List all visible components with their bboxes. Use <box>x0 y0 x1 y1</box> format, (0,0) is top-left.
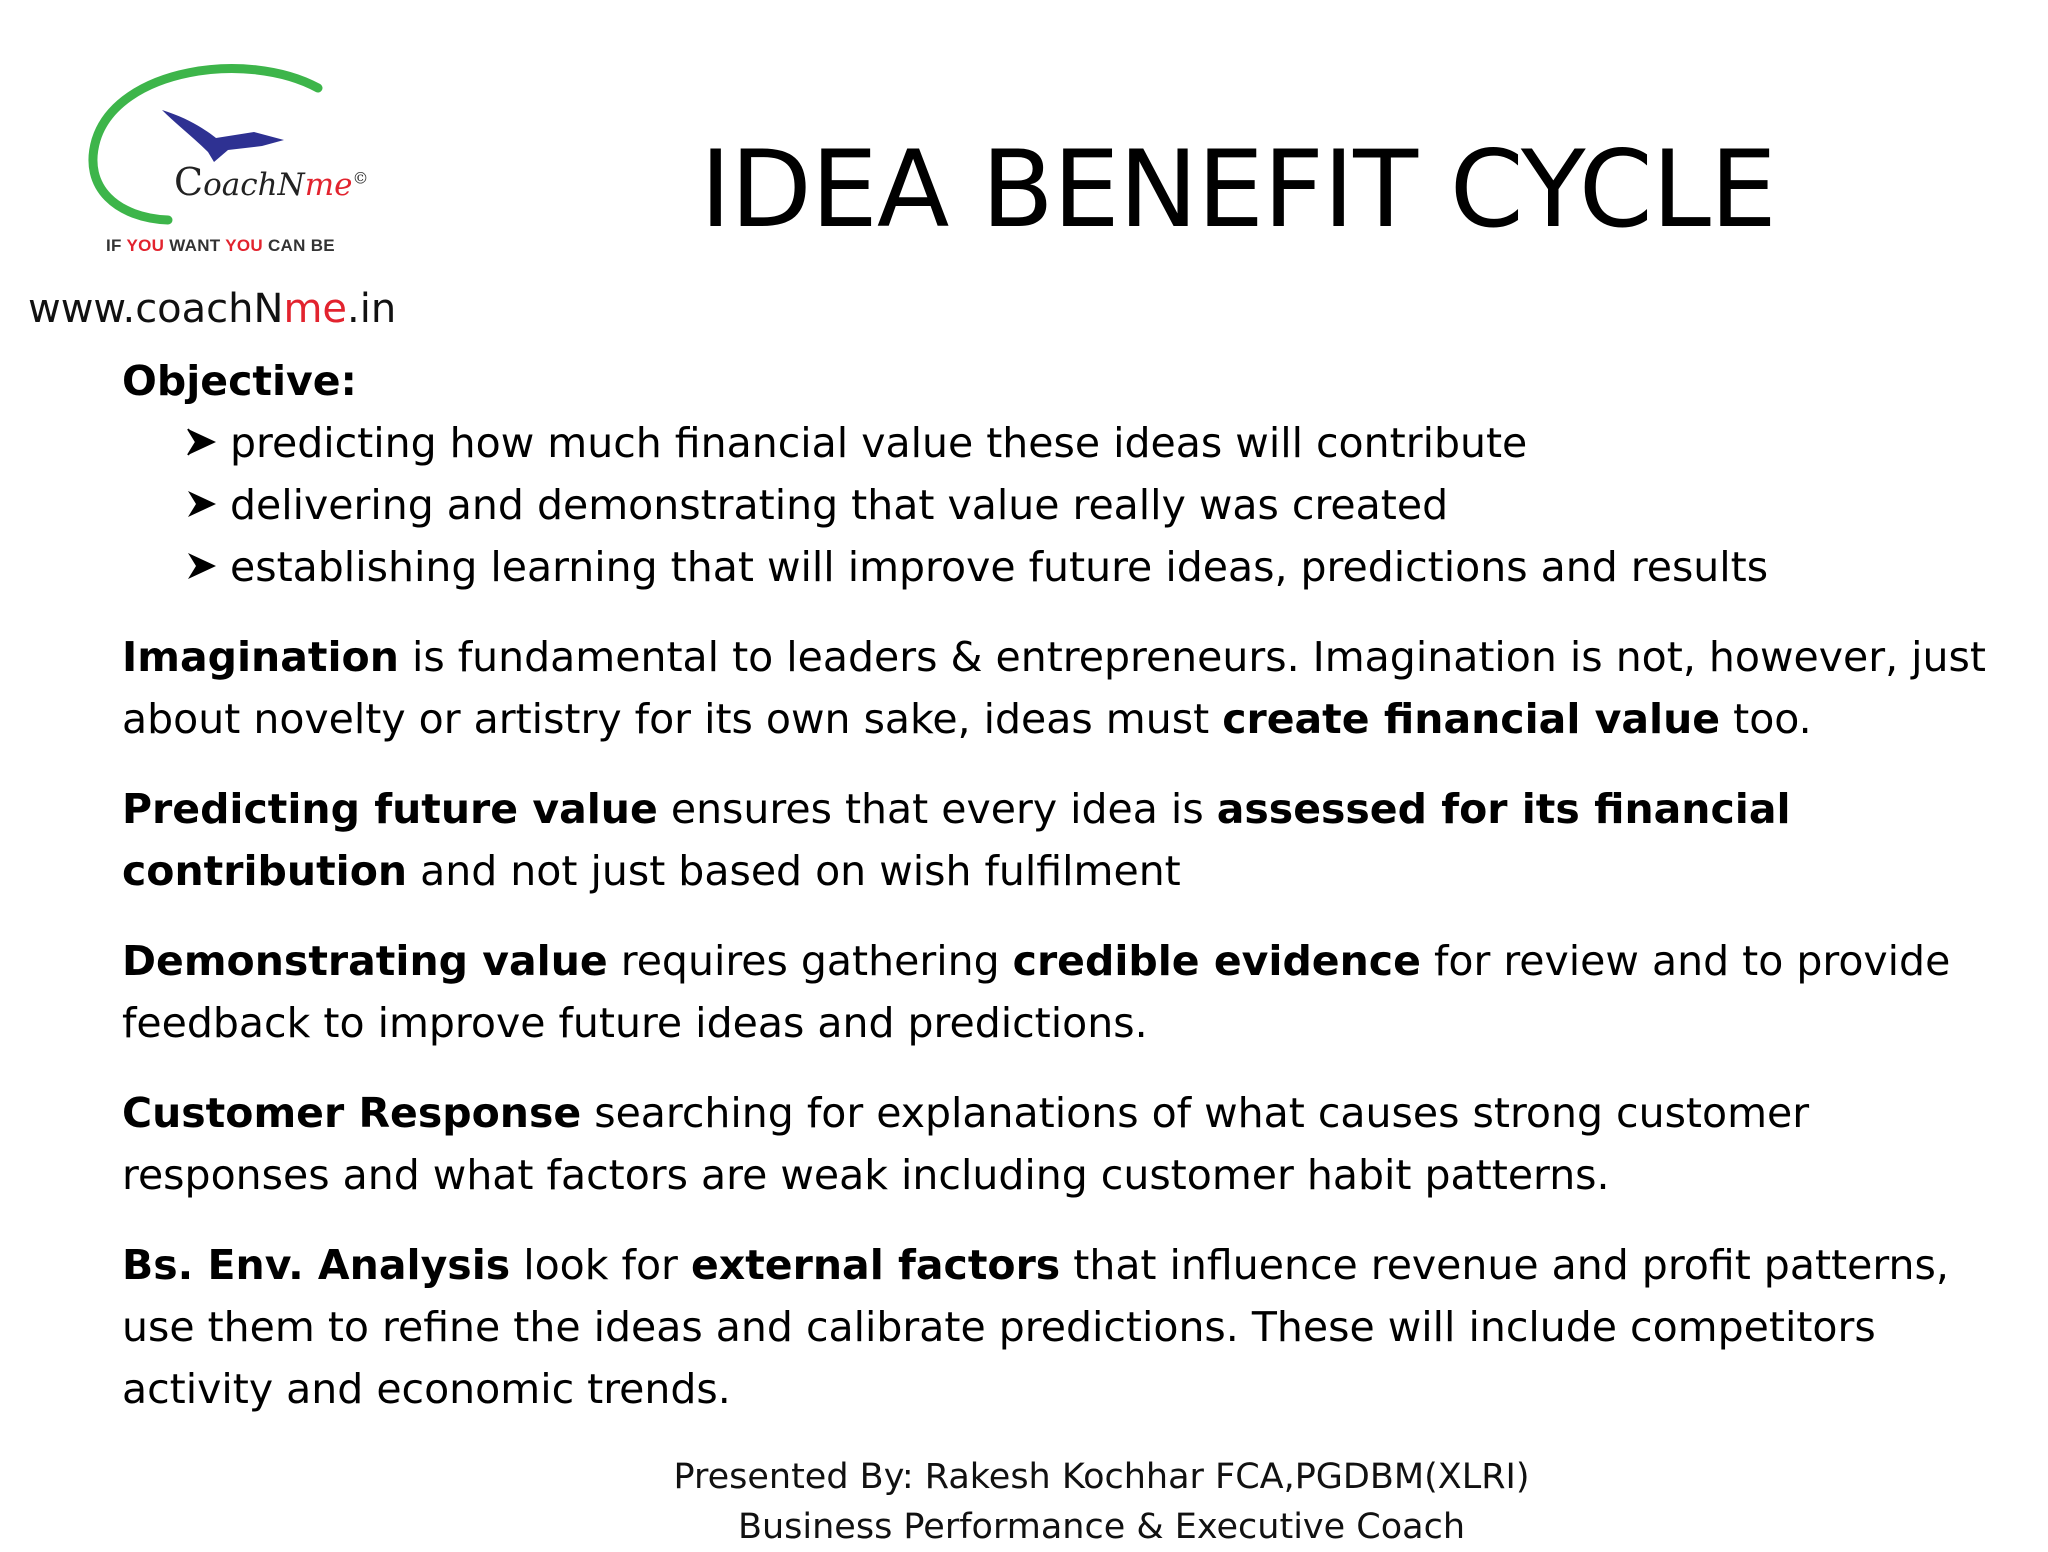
objective-label: Objective: <box>122 357 357 405</box>
logo-brand-text: CoachNme© <box>174 160 369 204</box>
logo-tagline: IF YOU WANT YOU CAN BE <box>106 236 335 255</box>
coachnme-logo <box>78 58 396 270</box>
footer-presenter: Presented By: Rakesh Kochhar FCA,PGDBM(XLRI) <box>673 1457 1530 1497</box>
list-item: delivering and demonstrating that value really was created <box>186 474 2002 536</box>
arrow-bullet-icon <box>186 474 230 536</box>
arrow-bullet-icon <box>186 536 230 598</box>
presenter-footer <box>0 1452 2048 1552</box>
slide-content <box>122 350 2002 1420</box>
list-item: predicting how much financial value these ideas will contribute <box>186 412 2002 474</box>
website-link[interactable]: www.coachNme.in <box>28 286 397 332</box>
paragraph-imagination: Imagination is fundamental to leaders & entrepreneurs. Imagination is not, however, just about novelty or artistry for its own sake, ideas must create financial value too. <box>122 633 1986 743</box>
footer-role: Business Performance & Executive Coach <box>737 1507 1466 1547</box>
paragraph-customer: Customer Response searching for explanations of what causes strong customer responses and what factors are weak including customer habit patterns. <box>122 1089 1810 1199</box>
eagle-bird-icon <box>162 110 284 162</box>
paragraph-demonstrating: Demonstrating value requires gathering credible evidence for review and to provide feedback to improve future ideas and predictions. <box>122 937 1951 1047</box>
objective-list <box>122 412 2002 598</box>
paragraph-predicting: Predicting future value ensures that every idea is assessed for its financial contribution and not just based on wish fulfilment <box>122 785 1791 895</box>
arrow-bullet-icon <box>186 412 230 474</box>
list-item: establishing learning that will improve future ideas, predictions and results <box>186 536 2002 598</box>
paragraph-environment: Bs. Env. Analysis look for external factors that influence revenue and profit patterns, use them to refine the ideas and calibrate predictions. These will include competitors activity and economic trends. <box>122 1241 1949 1413</box>
slide-title: IDEA BENEFIT CYCLE <box>700 128 1776 251</box>
